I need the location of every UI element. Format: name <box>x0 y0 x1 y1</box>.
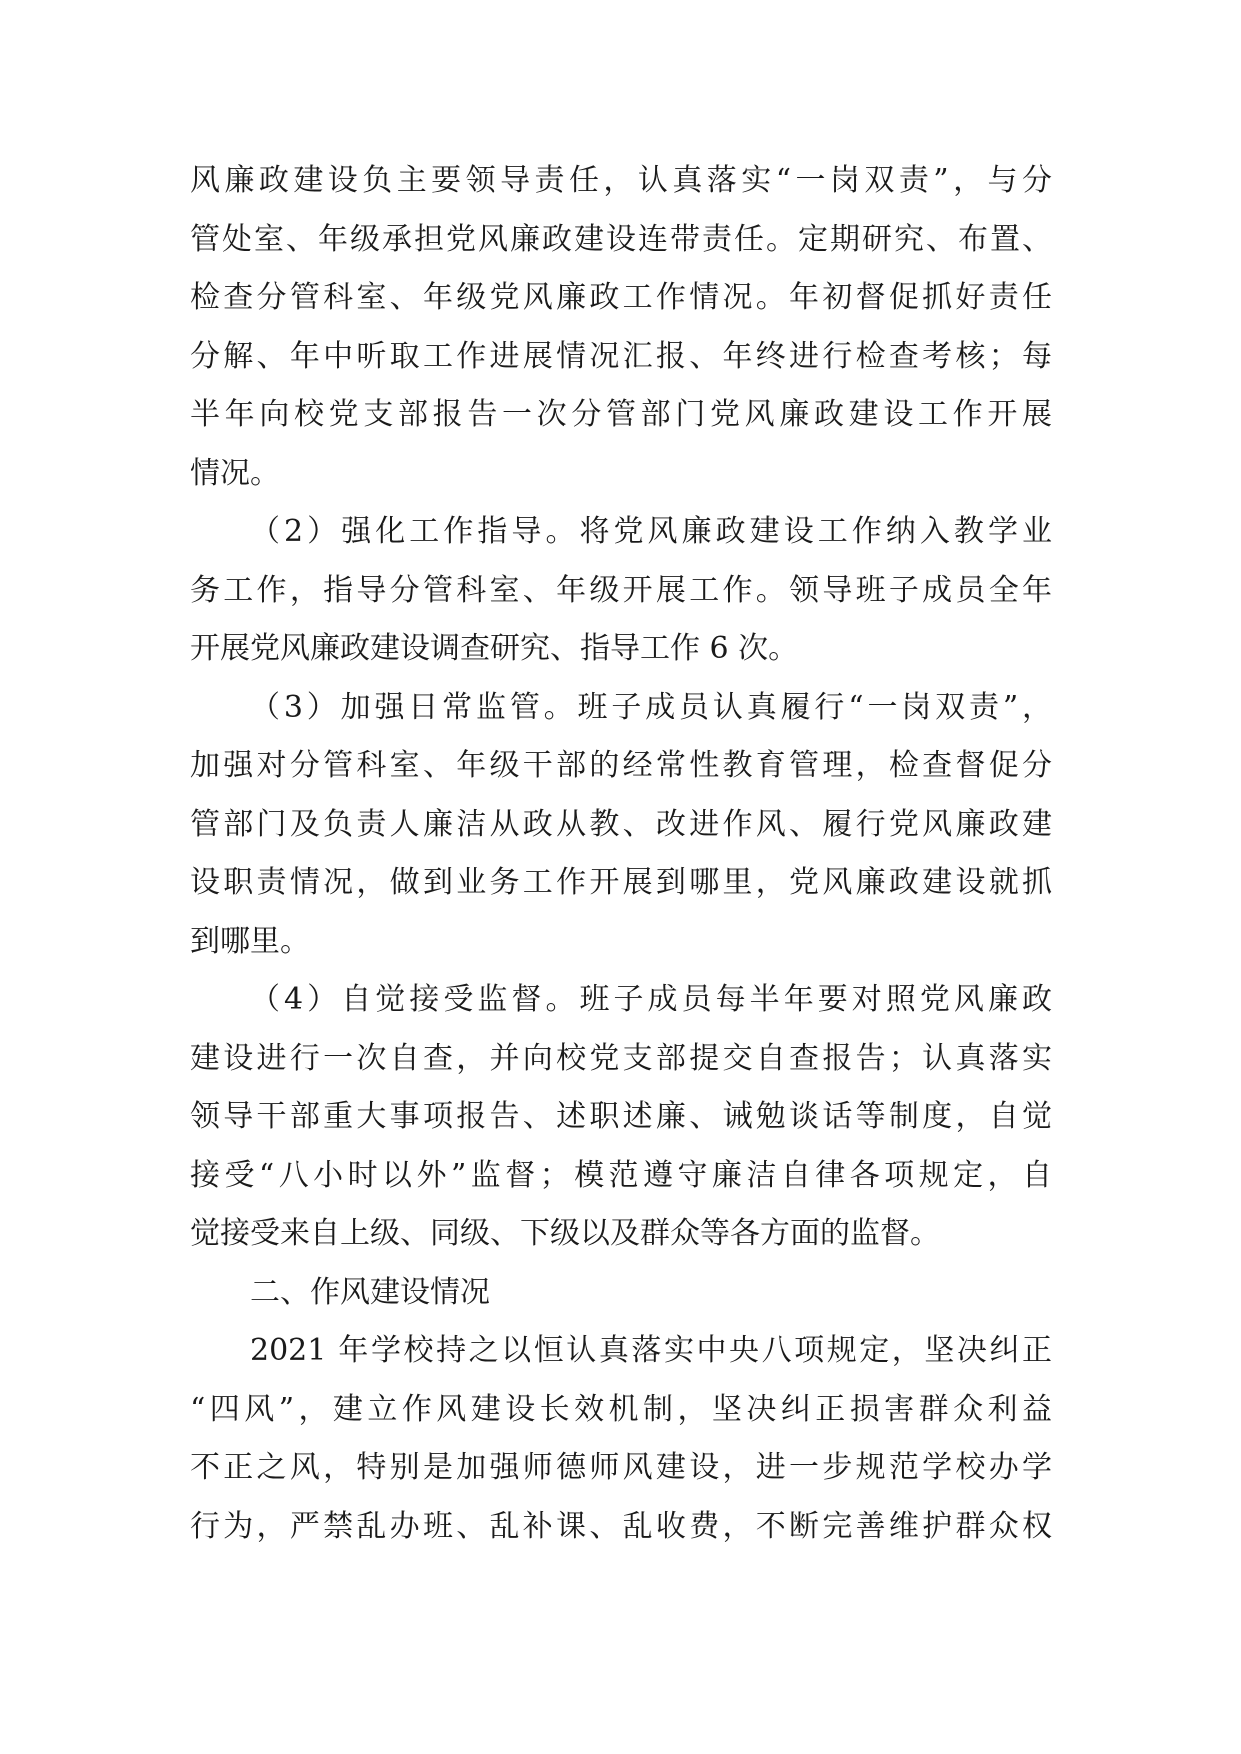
text-line: 管处室、年级承担党风廉政建设连带责任。定期研究、布置、 <box>190 221 1052 257</box>
text-line: 务工作，指导分管科室、年级开展工作。领导班子成员全年 <box>190 572 1052 608</box>
text-line: 加强对分管科室、年级干部的经常性教育管理，检查督促分 <box>190 748 1052 783</box>
text-line: 二、作风建设情况 <box>250 1274 490 1310</box>
text-line: 情况。 <box>190 455 280 491</box>
text-line: 行为，严禁乱办班、乱补课、乱收费，不断完善维护群众权 <box>190 1508 1052 1544</box>
text-line: 建设进行一次自查，并向校党支部提交自查报告；认真落实 <box>190 1040 1052 1076</box>
text-line: 不正之风，特别是加强师德师风建设，进一步规范学校办学 <box>190 1450 1052 1485</box>
text-line: 分解、年中听取工作进展情况汇报、年终进行检查考核；每 <box>190 338 1052 374</box>
text-line: 觉接受来自上级、同级、下级以及群众等各方面的监督。 <box>190 1216 940 1251</box>
text-line: 管部门及负责人廉洁从政从教、改进作风、履行党风廉政建 <box>190 806 1052 842</box>
document-body <box>190 152 1052 1556</box>
text-line: 到哪里。 <box>190 923 310 959</box>
text-line: （3）加强日常监管。班子成员认真履行“一岗双责”， <box>250 689 1052 725</box>
text-line: 2021 年学校持之以恒认真落实中央八项规定，坚决纠正 <box>250 1333 1052 1368</box>
text-line: 接受“八小时以外”监督；模范遵守廉洁自律各项规定，自 <box>190 1157 1052 1193</box>
text-line: 设职责情况，做到业务工作开展到哪里，党风廉政建设就抓 <box>190 865 1052 900</box>
text-line: “四风”，建立作风建设长效机制，坚决纠正损害群众利益 <box>190 1391 1052 1427</box>
text-line: 风廉政建设负主要领导责任，认真落实“一岗双责”，与分 <box>190 163 1052 198</box>
text-line: 领导干部重大事项报告、述职述廉、诫勉谈话等制度，自觉 <box>190 1099 1052 1134</box>
text-line: 半年向校党支部报告一次分管部门党风廉政建设工作开展 <box>190 397 1052 432</box>
text-line: （2）强化工作指导。将党风廉政建设工作纳入教学业 <box>250 514 1052 549</box>
text-line: 开展党风廉政建设调查研究、指导工作 6 次。 <box>190 631 799 666</box>
text-line: （4）自觉接受监督。班子成员每半年要对照党风廉政 <box>250 982 1052 1017</box>
text-line: 检查分管科室、年级党风廉政工作情况。年初督促抓好责任 <box>190 280 1052 315</box>
